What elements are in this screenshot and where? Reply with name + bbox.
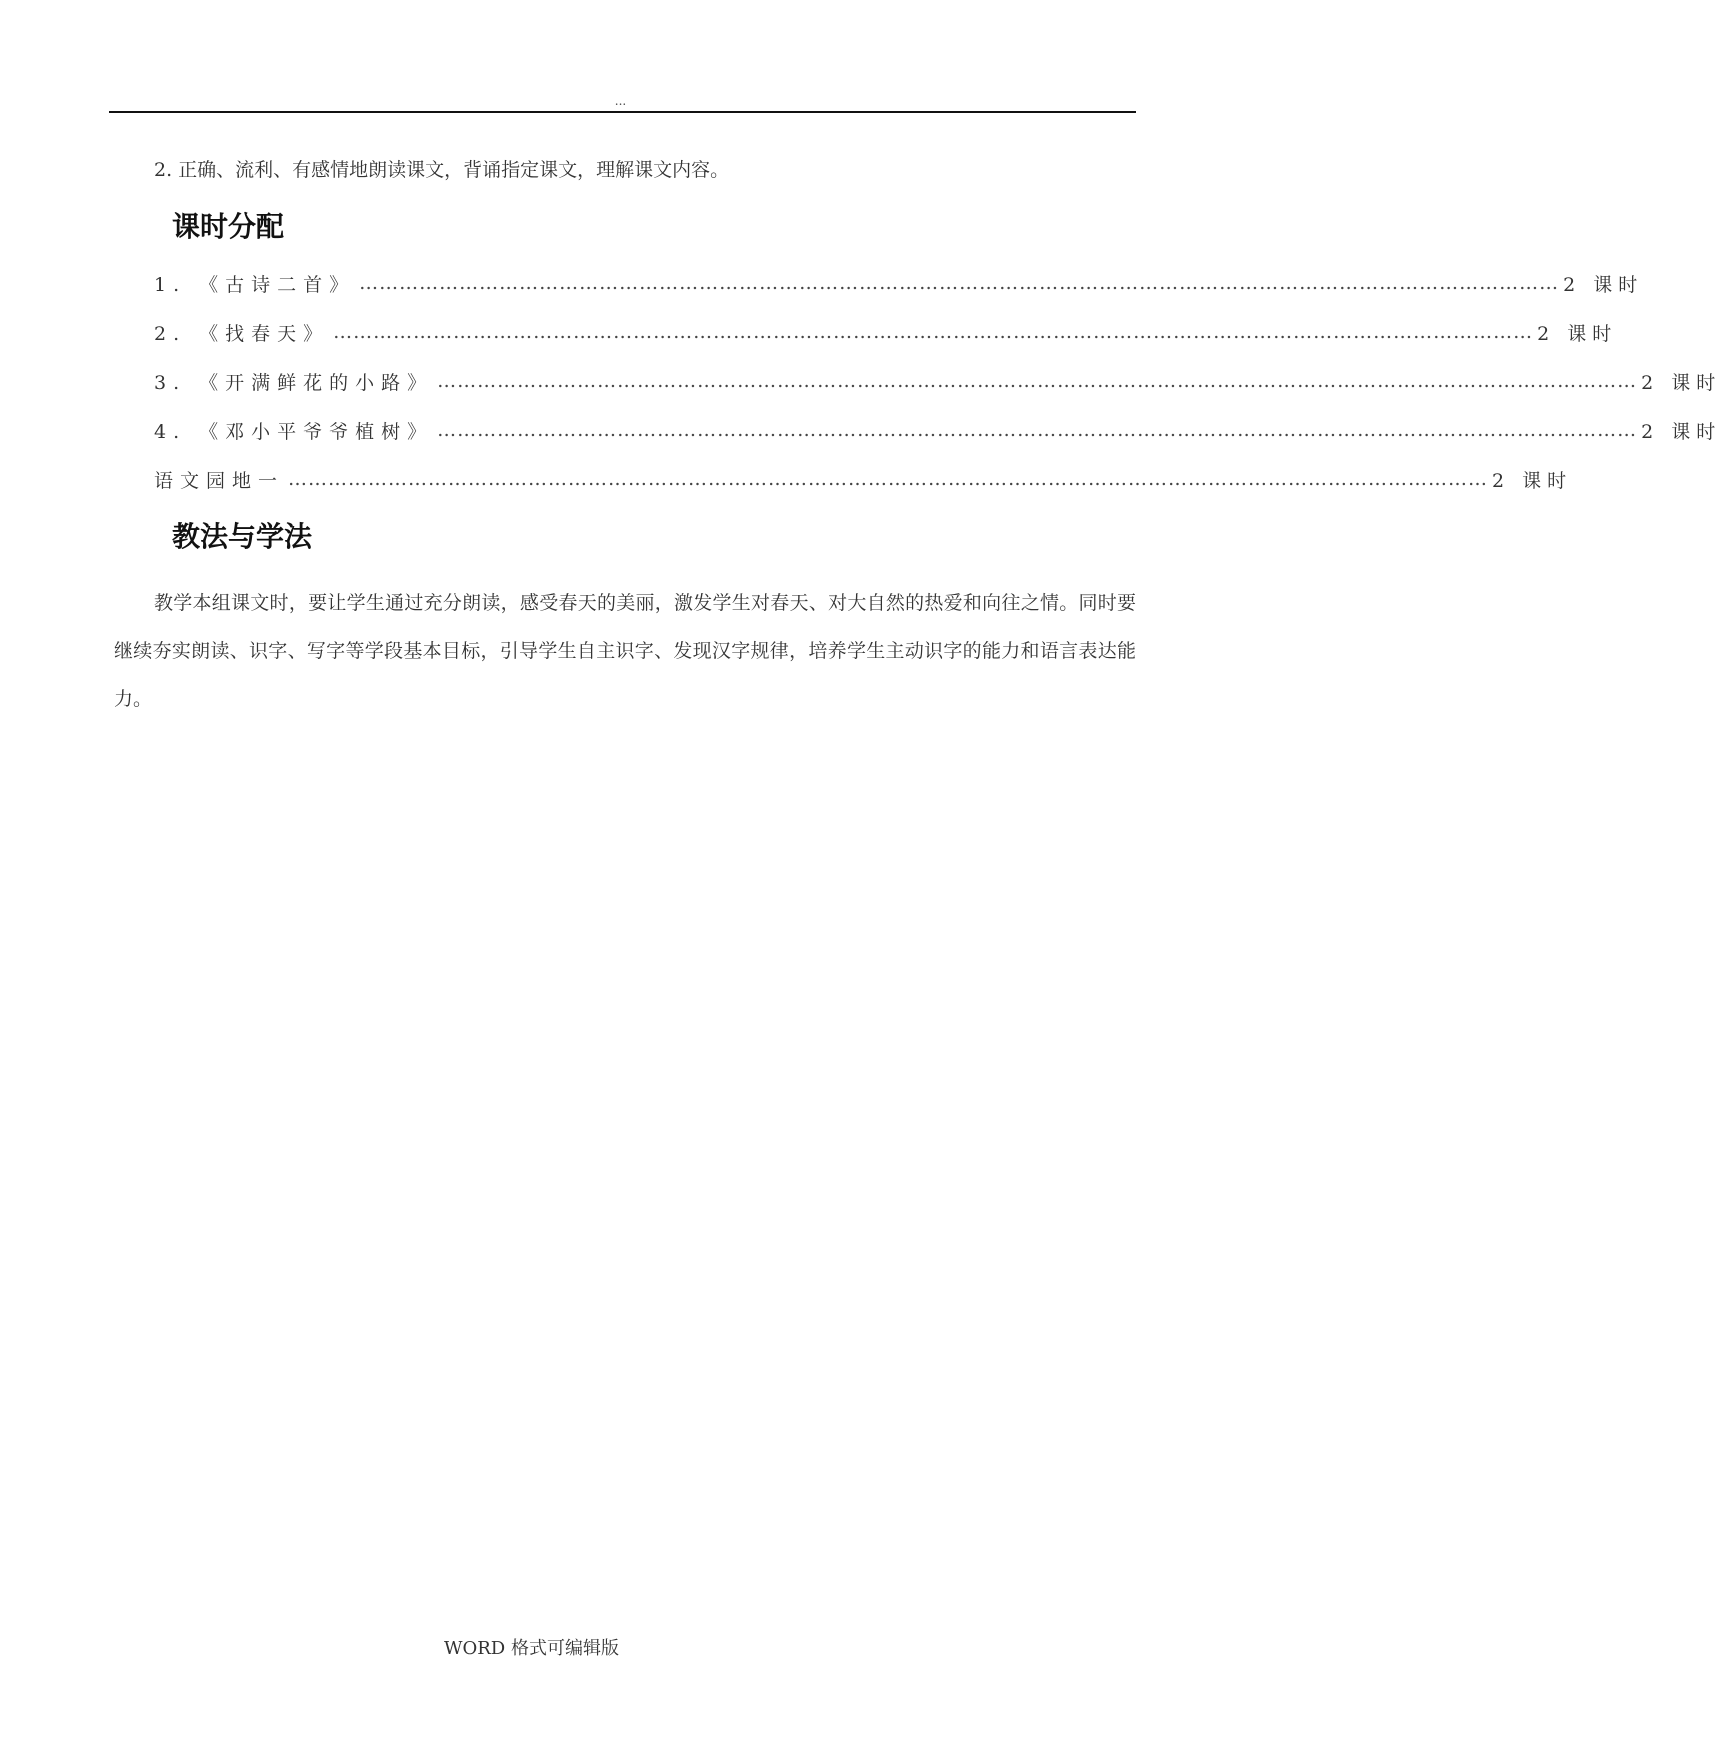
toc-row [154,269,1644,297]
toc-title: 3. 《开满鲜花的小路》 [154,371,434,394]
toc-leader-dots: ……………………………………………………………………………………………………………………………………………………………… [288,468,1489,490]
toc-hours: 2 课时 [1641,371,1721,394]
header-rule [109,111,1136,113]
toc-title: 4. 《邓小平爷爷植树》 [154,420,434,443]
toc-hours: 2 课时 [1537,322,1618,345]
toc-leader-dots: ……………………………………………………………………………………………………………………………………………………………… [333,321,1534,343]
toc-hours: 2 课时 [1563,273,1644,296]
header-mark: ... [614,94,627,108]
toc-leader-dots: ……………………………………………………………………………………………………………………………………………………………… [437,370,1638,392]
toc-title: 2. 《找春天》 [154,322,330,345]
toc-hours: 2 课时 [1641,420,1721,443]
schedule-heading: 课时分配 [172,210,285,243]
toc-leader-dots: ……………………………………………………………………………………………………………………………………………………………… [359,272,1560,294]
methods-heading: 教法与学法 [172,520,313,553]
toc-leader-dots: ……………………………………………………………………………………………………………………………………………………………… [437,419,1638,441]
toc-row [154,416,1721,444]
toc-hours: 2 课时 [1492,469,1573,492]
toc-title: 1. 《古诗二首》 [154,273,356,296]
methods-paragraph: 教学本组课文时，要让学生通过充分朗读，感受春天的美丽，激发学生对春天、对大自然的热爱和向往之情。同时要继续夯实朗读、识字、写字等学段基本目标，引导学生自主识字、发现汉字规律，培养学生主动识字的能力和语言表达能力。 [114,592,1136,710]
toc-title: 语文园地一 [154,469,285,492]
toc-row [154,367,1721,395]
toc-row [154,465,1573,493]
objective-line: 2. 正确、流利、有感情地朗读课文，背诵指定课文，理解课文内容。 [154,159,730,181]
footer-text: WORD 格式可编辑版 [444,1638,619,1659]
toc-row [154,318,1618,346]
